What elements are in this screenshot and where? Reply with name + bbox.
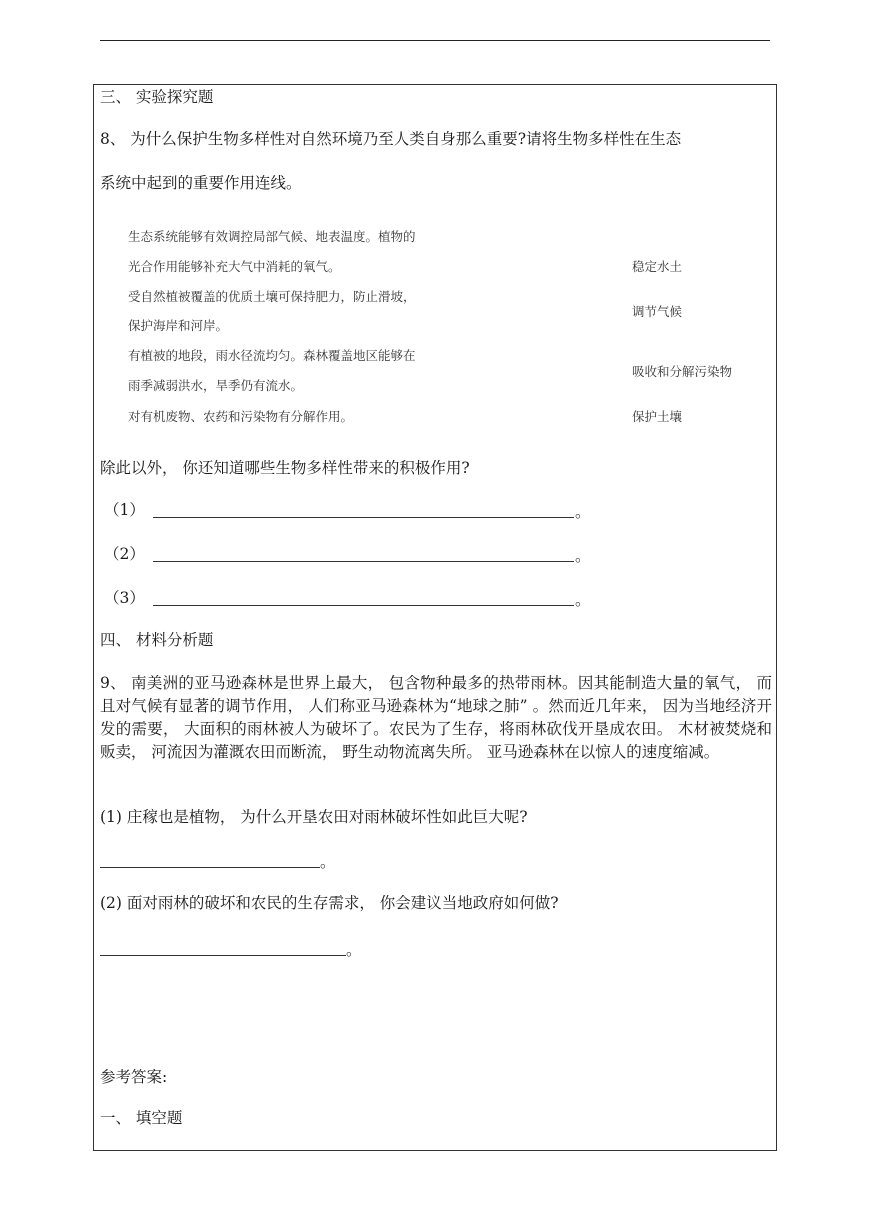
sub2-end: 。	[346, 941, 362, 959]
header-rule	[100, 40, 770, 41]
blank-end-3: 。	[575, 591, 591, 609]
blank-label-2: （2）	[104, 545, 145, 563]
answers-heading: 参考答案:	[100, 1068, 168, 1086]
match-left-item-1b: 光合作用能够补充大气中消耗的氧气。	[128, 259, 341, 274]
section4-heading: 四、 材料分析题	[100, 631, 214, 649]
match-left-item-4: 对有机废物、农药和污染物有分解作用。	[128, 409, 354, 424]
question9-passage: 9、 南美洲的亚马逊森林是世界上最大， 包含物种最多的热带雨林。因其能制造大量的氧气， 而且对气候有显著的调节作用， 人们称亚马逊森林为“地球之肺” 。然而近几年来， 因为当地经济开发的需要， 大面积的雨林被人为破坏了。农民为了生存，将雨林砍伐开垦成农田。 木材被焚烧和贩卖， 河流因为灌溉农田而断流， 野生动物流离失所。 亚马逊森林在以惊人的速度缩减。	[100, 674, 772, 761]
question8-line2: 系统中起到的重要作用连线。	[100, 174, 302, 192]
match-right-item-4: 保护土壤	[632, 409, 683, 424]
question9-sub1: (1) 庄稼也是植物， 为什么开垦农田对雨林破坏性如此巨大呢?	[100, 808, 528, 826]
match-left-item-3a: 有植被的地段，雨水径流均匀。森林覆盖地区能够在	[128, 348, 416, 363]
answer-blank-2[interactable]	[153, 561, 574, 562]
blank-label-3: （3）	[104, 589, 145, 607]
sub1-end: 。	[320, 853, 336, 871]
answers-section1-heading: 一、 填空题	[100, 1109, 183, 1127]
blank-end-1: 。	[575, 503, 591, 521]
match-left-item-2a: 受自然植被覆盖的优质土壤可保持肥力，防止滑坡，	[128, 289, 416, 304]
match-right-item-2: 调节气候	[632, 304, 683, 319]
question8-line1: 8、 为什么保护生物多样性对自然环境乃至人类自身那么重要?请将生物多样性在生态	[100, 130, 682, 148]
blank-label-1: （1）	[104, 501, 145, 519]
match-right-item-1: 稳定水土	[632, 259, 683, 274]
answer-blank-1[interactable]	[153, 517, 574, 518]
blank-end-2: 。	[575, 547, 591, 565]
answer-blank-sub2[interactable]	[100, 955, 346, 956]
match-left-item-1a: 生态系统能够有效调控局部气候、地表温度。植物的	[128, 229, 416, 244]
question9-sub2: (2) 面对雨林的破坏和农民的生存需求， 你会建议当地政府如何做?	[100, 894, 559, 912]
followup-question: 除此以外， 你还知道哪些生物多样性带来的积极作用?	[100, 459, 470, 477]
section3-heading: 三、 实验探究题	[100, 88, 214, 106]
answer-blank-3[interactable]	[153, 605, 574, 606]
match-left-item-2b: 保护海岸和河岸。	[128, 318, 229, 333]
answer-blank-sub1[interactable]	[100, 867, 320, 868]
match-left-item-3b: 雨季减弱洪水，旱季仍有流水。	[128, 378, 304, 393]
match-right-item-3: 吸收和分解污染物	[632, 364, 733, 379]
